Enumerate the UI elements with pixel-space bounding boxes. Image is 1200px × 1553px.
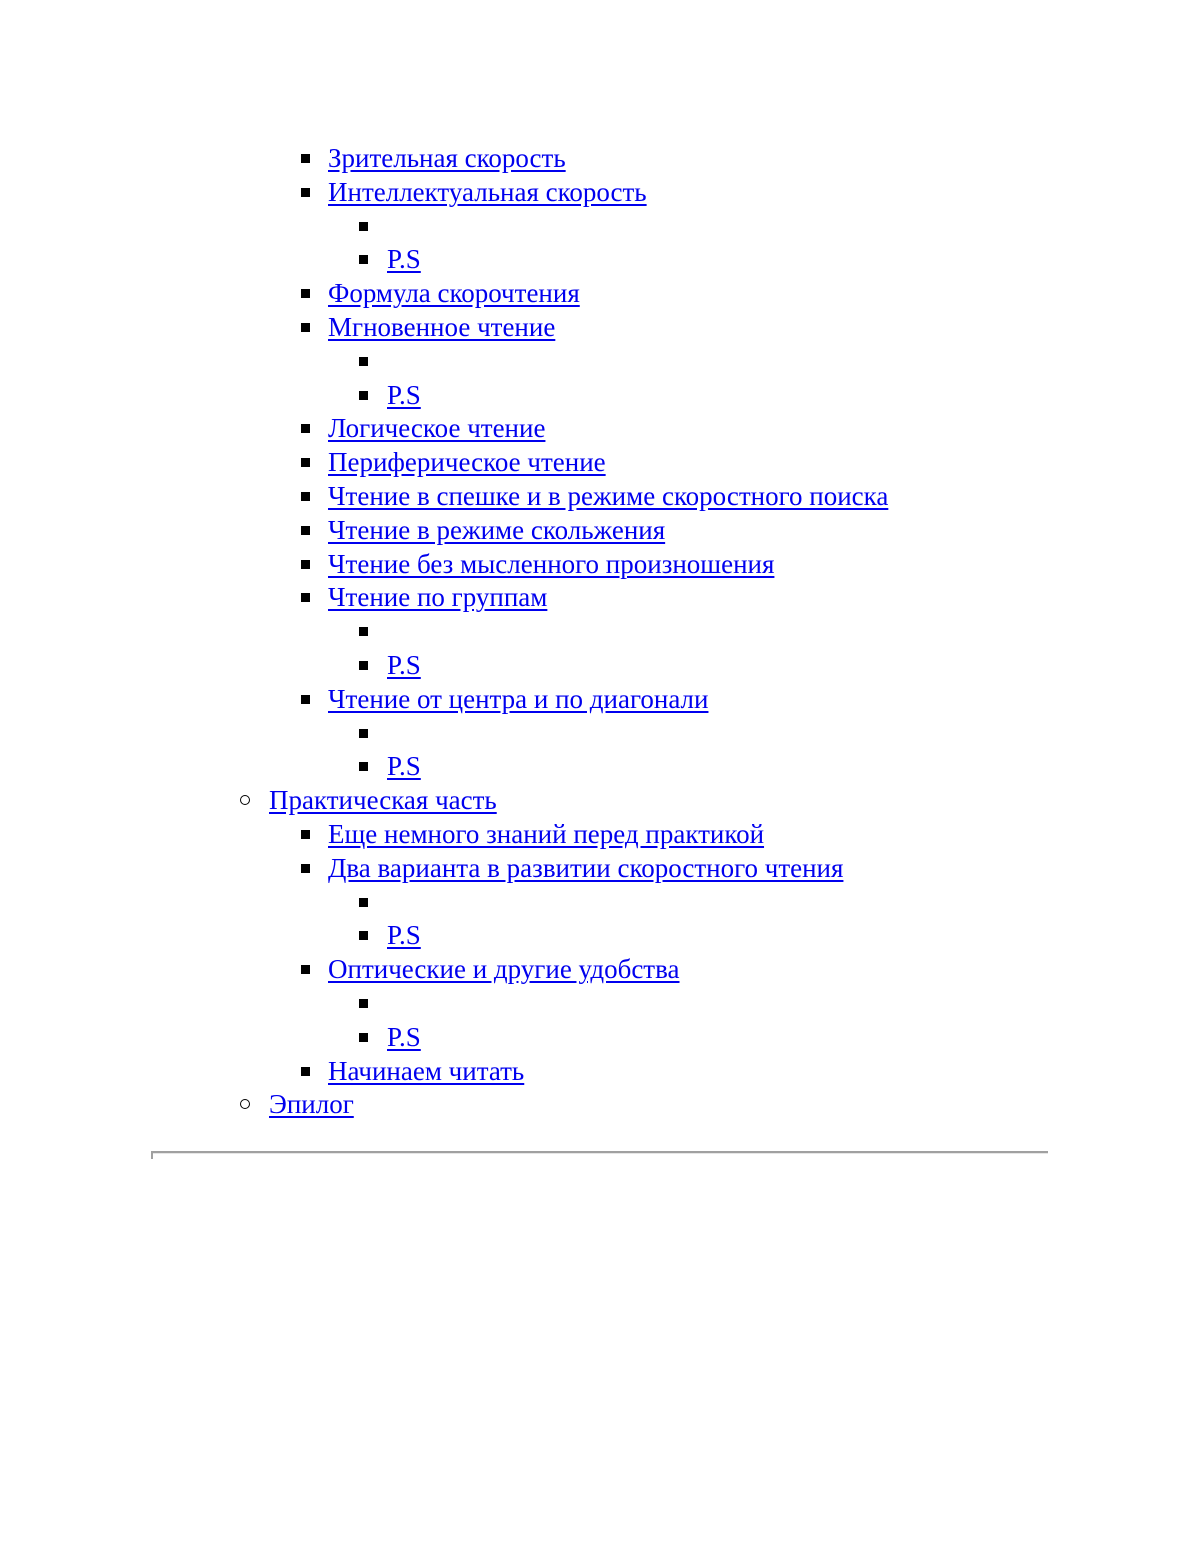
toc-item (0, 615, 1200, 649)
toc-item (0, 514, 1200, 548)
toc-item (0, 919, 1200, 953)
toc-link[interactable]: Логическое чтение (328, 413, 546, 444)
toc-link[interactable]: Эпилог (269, 1089, 354, 1120)
square-bullet-icon (301, 154, 310, 163)
toc-link[interactable]: Периферическое чтение (328, 447, 606, 478)
toc-link[interactable]: Практическая часть (269, 785, 497, 816)
square-bullet-icon (359, 357, 368, 366)
square-bullet-icon (301, 188, 310, 197)
toc-item (0, 953, 1200, 987)
square-bullet-icon (359, 729, 368, 738)
toc-item (0, 1088, 1200, 1122)
toc-item (0, 142, 1200, 176)
circle-bullet-icon (240, 795, 250, 805)
toc-link[interactable]: P.S (387, 244, 421, 275)
toc-item (0, 412, 1200, 446)
toc-item (0, 1055, 1200, 1089)
toc-link[interactable]: P.S (387, 1021, 421, 1052)
toc-item (0, 1021, 1200, 1055)
square-bullet-icon (301, 593, 310, 602)
square-bullet-icon (359, 222, 368, 231)
toc-item (0, 345, 1200, 379)
square-bullet-icon (301, 965, 310, 974)
square-bullet-icon (301, 323, 310, 332)
square-bullet-icon (359, 1033, 368, 1042)
toc-item (0, 581, 1200, 615)
toc-item (0, 311, 1200, 345)
square-bullet-icon (301, 424, 310, 433)
toc-link[interactable]: Еще немного знаний перед практикой (328, 818, 765, 849)
toc-link[interactable]: Формула скорочтения (328, 278, 580, 309)
table-of-contents (0, 142, 1200, 1122)
toc-link[interactable]: Начинаем читать (328, 1055, 525, 1086)
toc-item (0, 379, 1200, 413)
square-bullet-icon (301, 864, 310, 873)
toc-link[interactable]: Оптические и другие удобства (328, 954, 680, 985)
square-bullet-icon (301, 458, 310, 467)
square-bullet-icon (301, 560, 310, 569)
toc-item (0, 277, 1200, 311)
toc-item (0, 176, 1200, 210)
toc-item (0, 987, 1200, 1021)
square-bullet-icon (359, 898, 368, 907)
toc-link[interactable]: Чтение от центра и по диагонали (328, 683, 709, 714)
circle-bullet-icon (240, 1099, 250, 1109)
toc-link[interactable]: Два варианта в развитии скоростного чтения (328, 852, 844, 883)
toc-link[interactable]: P.S (387, 751, 421, 782)
toc-item (0, 243, 1200, 277)
toc-link[interactable]: Чтение в режиме скольжения (328, 514, 666, 545)
toc-link[interactable]: Зрительная скорость (328, 143, 566, 173)
toc-link[interactable]: Чтение в спешке и в режиме скоростного поиска (328, 480, 889, 511)
toc-item (0, 717, 1200, 751)
square-bullet-icon (359, 661, 368, 670)
square-bullet-icon (359, 931, 368, 940)
square-bullet-icon (359, 762, 368, 771)
square-bullet-icon (359, 391, 368, 400)
toc-item (0, 649, 1200, 683)
square-bullet-icon (359, 627, 368, 636)
toc-item (0, 852, 1200, 886)
square-bullet-icon (301, 1067, 310, 1076)
toc-link[interactable]: P.S (387, 379, 421, 410)
toc-item (0, 886, 1200, 920)
square-bullet-icon (301, 830, 310, 839)
toc-item (0, 683, 1200, 717)
toc-link[interactable]: Чтение без мысленного произношения (328, 548, 775, 579)
toc-link[interactable]: Интеллектуальная скорость (328, 176, 647, 207)
square-bullet-icon (301, 695, 310, 704)
toc-item (0, 548, 1200, 582)
square-bullet-icon (359, 255, 368, 264)
toc-item (0, 750, 1200, 784)
square-bullet-icon (301, 492, 310, 501)
toc-link[interactable]: P.S (387, 920, 421, 951)
toc-item (0, 480, 1200, 514)
square-bullet-icon (301, 289, 310, 298)
toc-item (0, 210, 1200, 244)
toc-link[interactable]: Мгновенное чтение (328, 311, 556, 342)
toc-item (0, 784, 1200, 818)
toc-link[interactable]: P.S (387, 649, 421, 680)
square-bullet-icon (301, 526, 310, 535)
toc-link[interactable]: Чтение по группам (328, 582, 548, 613)
toc-item (0, 818, 1200, 852)
toc-item (0, 446, 1200, 480)
horizontal-rule (151, 1151, 1048, 1154)
square-bullet-icon (359, 999, 368, 1008)
